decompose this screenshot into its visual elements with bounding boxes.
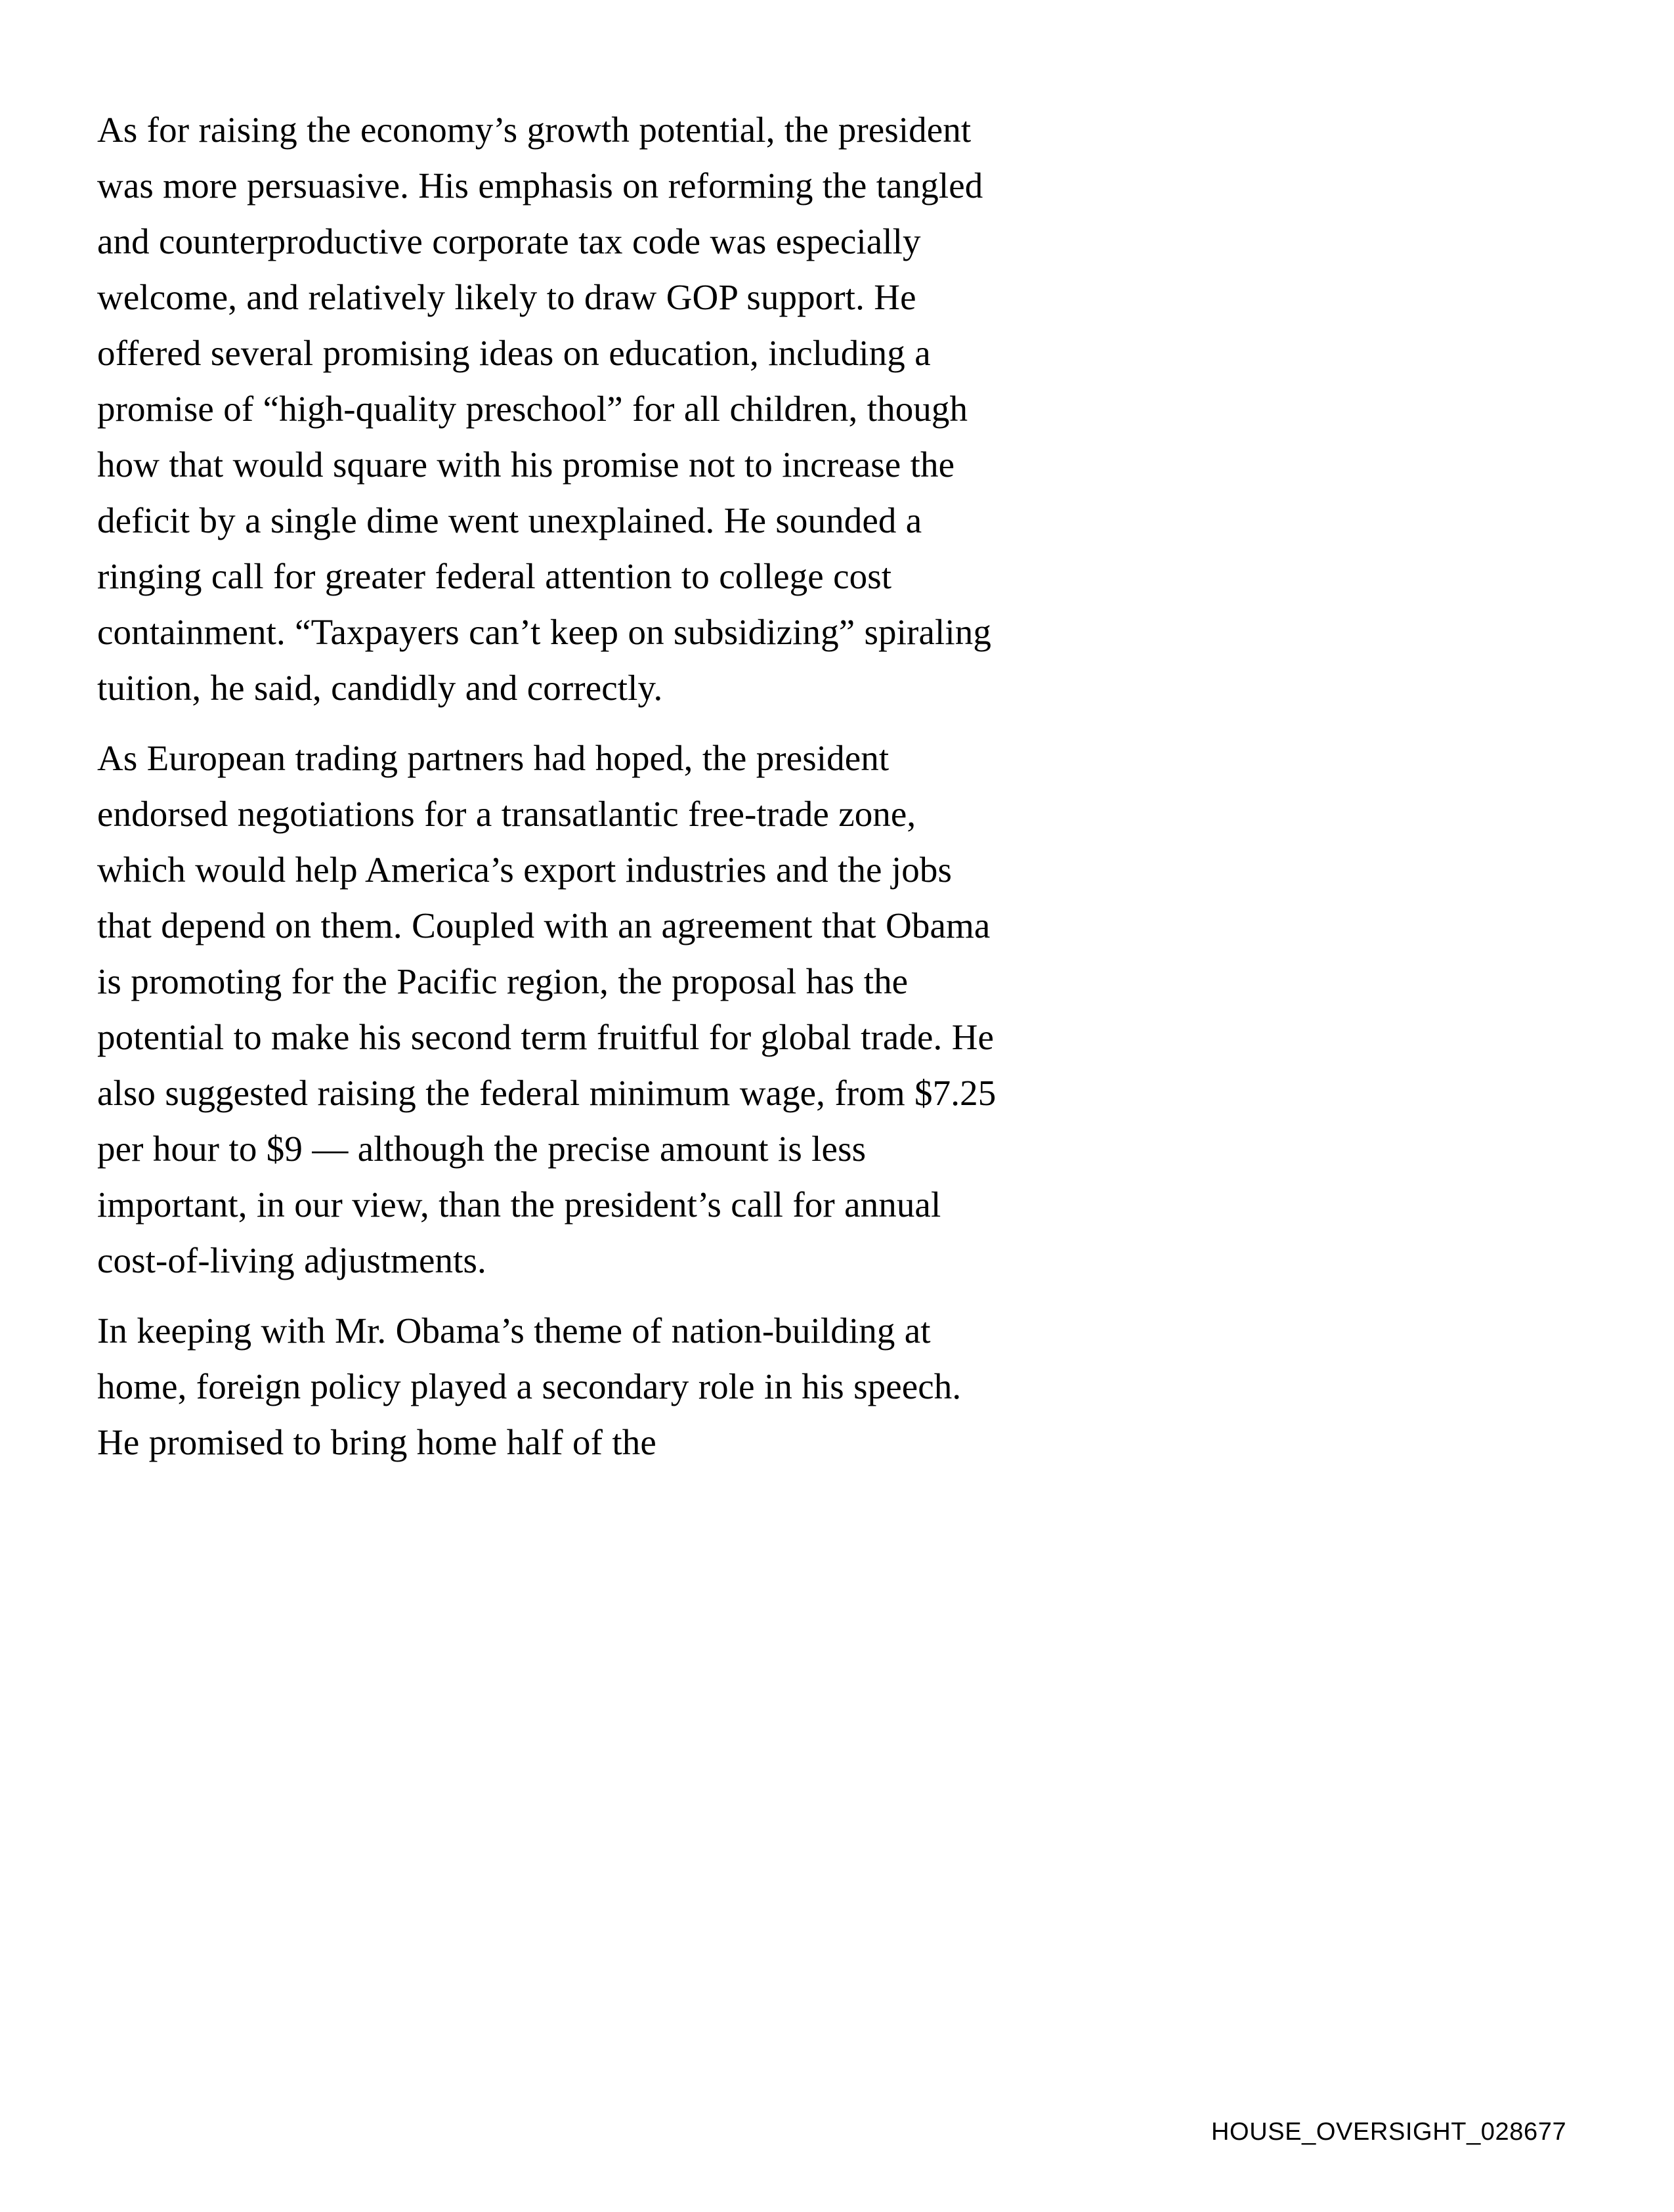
document-text-body [97, 102, 1003, 1470]
paragraph-2: As European trading partners had hoped, the president endorsed negotiations for a transatlantic free-trade zone, which would help America’s export industries and the jobs that depend on them. Coupled with an agreement that Obama is promoting for the Pacific region, the proposal has the potential to make his second term fruitful for global trade. He also suggested raising the federal minimum wage, from $7.25 per hour to $9 — although the precise amount is less important, in our view, than the president’s call for annual cost-of-living adjustments. [97, 738, 997, 1280]
paragraph-1: As for raising the economy’s growth potential, the president was more persuasive. His emphasis on reforming the tangled and counterproductive corporate tax code was especially welcome, and relatively likely to draw GOP support. He offered several promising ideas on education, including a promise of “high-quality preschool” for all children, though how that would square with his promise not to increase the deficit by a single dime went unexplained. He sounded a ringing call for greater federal attention to college cost containment. “Taxpayers can’t keep on subsidizing” spiraling tuition, he said, candidly and correctly. [97, 110, 991, 708]
paragraph-3: In keeping with Mr. Obama’s theme of nation-building at home, foreign policy played a secondary role in his speech. He promised to bring home half of the [97, 1311, 962, 1462]
bates-number-stamp: HOUSE_OVERSIGHT_028677 [1211, 2118, 1567, 2146]
